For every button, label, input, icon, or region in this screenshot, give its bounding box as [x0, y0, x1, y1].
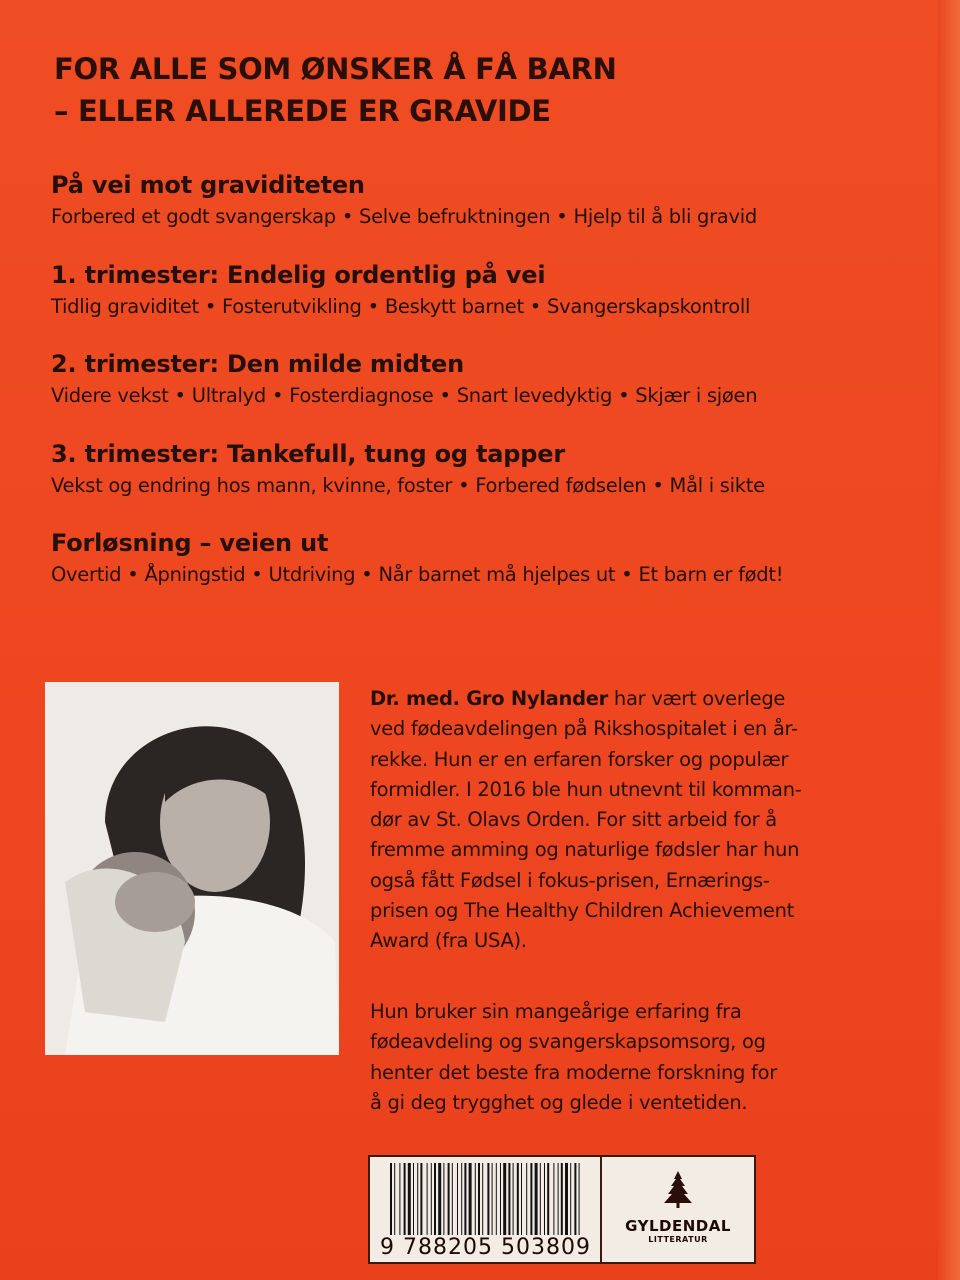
- topic-item: Selve befruktningen: [359, 205, 551, 228]
- barcode-bar: [434, 1163, 436, 1243]
- topic-item: Tidlig graviditet: [51, 294, 199, 318]
- bullet-separator: •: [271, 384, 284, 407]
- contents-section: [51, 439, 765, 499]
- bio-line: fødeavdeling og svangerskapsomsorg, og: [370, 1030, 766, 1054]
- barcode-bar: [544, 1163, 545, 1243]
- tree-icon: [658, 1169, 698, 1209]
- barcode-bar: [540, 1163, 541, 1243]
- section-topics: [51, 383, 757, 409]
- bullet-separator: •: [204, 294, 217, 318]
- bullet-separator: •: [621, 563, 633, 586]
- bio-line: Hun bruker sin mangeårige erfaring fra: [370, 1000, 742, 1023]
- barcode-bar: [404, 1163, 406, 1243]
- barcode-bar: [570, 1163, 571, 1243]
- isbn-number: 9 788205 503809: [380, 1235, 591, 1260]
- bio-line: fremme amming og naturlige fødsler har hun: [370, 838, 800, 862]
- bullet-separator: •: [361, 563, 373, 586]
- section-heading: 3. trimester: Tankefull, tung og tapper: [51, 439, 565, 468]
- barcode-bars: [370, 1163, 600, 1243]
- barcode-bar: [413, 1163, 414, 1243]
- barcode-bar: [417, 1163, 418, 1243]
- bio-line: å gi deg trygghet og glede i ventetiden.: [370, 1090, 748, 1114]
- barcode-bar: [574, 1163, 576, 1243]
- isbn-barcode: [368, 1155, 602, 1264]
- bullet-separator: •: [439, 384, 451, 407]
- bio-line: rekke. Hun er en erfaren forsker og populær: [370, 747, 789, 771]
- topic-item: Vekst og endring hos mann, kvinne, foster: [51, 473, 453, 497]
- title-line-2: – ELLER ALLEREDE ER GRAVIDE: [54, 94, 551, 128]
- section-topics: [51, 562, 783, 588]
- bio-line: formidler. I 2016 ble hun utnevnt til komman-: [370, 777, 802, 801]
- topic-item: Fosterutvikling: [222, 294, 362, 318]
- author-bio: [370, 684, 802, 957]
- section-heading: Forløsning – veien ut: [51, 529, 329, 557]
- barcode-bar: [508, 1163, 510, 1243]
- publisher-logo: [600, 1155, 756, 1264]
- contents-section: [51, 349, 757, 409]
- topic-item: Beskytt barnet: [384, 294, 524, 318]
- barcode-bar: [457, 1163, 458, 1243]
- section-topics: [51, 294, 750, 320]
- bio-paragraph-2: [370, 997, 777, 1118]
- barcode-bar: [443, 1163, 444, 1243]
- topic-item: Åpningstid: [144, 563, 246, 586]
- topic-item: Mål i sikte: [669, 473, 765, 497]
- barcode-bar: [427, 1163, 428, 1243]
- bullet-separator: •: [556, 205, 568, 228]
- contents-section: [51, 170, 757, 230]
- bio-line: prisen og The Healthy Children Achievement: [370, 899, 795, 923]
- publisher-name: GYLDENDAL: [625, 1217, 731, 1235]
- bullet-separator: •: [618, 384, 630, 407]
- bullet-separator: •: [174, 384, 186, 407]
- barcode-bar: [464, 1163, 466, 1243]
- bio-text: har vært overlege: [607, 687, 786, 710]
- bullet-separator: •: [127, 563, 139, 586]
- section-topics: [51, 473, 765, 499]
- barcode-bar: [517, 1163, 519, 1243]
- publisher-imprint: LITTERATUR: [648, 1235, 708, 1244]
- barcode-bar: [565, 1163, 568, 1243]
- barcode-bar: [478, 1163, 480, 1243]
- barcode-bar: [452, 1163, 453, 1243]
- book-spine-edge: [938, 0, 960, 1280]
- barcode-bar: [521, 1163, 522, 1243]
- barcode-bar: [469, 1163, 472, 1243]
- bullet-separator: •: [367, 294, 379, 318]
- topic-item: Når barnet må hjelpes ut: [378, 563, 616, 586]
- topic-item: Forbered et godt svangerskap: [51, 205, 336, 228]
- barcode-bar: [579, 1163, 580, 1243]
- author-name: Dr. med. Gro Nylander: [370, 687, 608, 710]
- bio-line: Award (fra USA).: [370, 929, 527, 953]
- section-heading: På vei mot graviditeten: [51, 171, 365, 199]
- section-heading: 2. trimester: Den milde midten: [51, 350, 464, 378]
- barcode-bar: [500, 1163, 501, 1243]
- barcode-bar: [438, 1163, 441, 1243]
- bullet-separator: •: [458, 473, 470, 497]
- topic-item: Utdriving: [268, 563, 356, 586]
- barcode-bar: [420, 1163, 422, 1243]
- topic-item: Hjelp til å bli gravid: [573, 205, 757, 228]
- barcode-bar: [487, 1163, 489, 1243]
- barcode-bar: [513, 1163, 514, 1243]
- topic-item: Ultralyd: [191, 384, 266, 407]
- bullet-separator: •: [251, 563, 263, 586]
- bio-line: også fått Fødsel i fokus-prisen, Ernærings-: [370, 868, 770, 892]
- barcode-bar: [526, 1163, 527, 1243]
- barcode-bar: [431, 1163, 432, 1243]
- barcode-bar: [547, 1163, 549, 1243]
- author-photo: [45, 682, 339, 1055]
- barcode-bar: [496, 1163, 497, 1243]
- topic-item: Overtid: [51, 563, 122, 586]
- bio-line: henter det beste fra moderne forskning for: [370, 1060, 777, 1084]
- barcode-bar: [390, 1163, 392, 1243]
- topic-item: Et barn er født!: [638, 563, 784, 586]
- barcode-bar: [535, 1163, 538, 1243]
- topic-item: Videre vekst: [51, 384, 169, 407]
- topic-item: Snart levedyktig: [456, 384, 613, 407]
- contents-section: [51, 528, 783, 588]
- bio-first-line: [370, 684, 802, 714]
- barcode-bar: [530, 1163, 532, 1243]
- bullet-separator: •: [341, 205, 354, 228]
- barcode-bar: [399, 1163, 400, 1243]
- cover-title: [54, 48, 617, 132]
- contents-section: [51, 260, 750, 320]
- barcode-bar: [408, 1163, 411, 1243]
- title-line-1: FOR ALLE SOM ØNSKER Å FÅ BARN: [54, 52, 617, 86]
- section-topics: [51, 204, 757, 230]
- barcode-bar: [561, 1163, 563, 1243]
- topic-item: Svangerskapskontroll: [547, 294, 751, 318]
- barcode-bar: [482, 1163, 483, 1243]
- bio-line: dør av St. Olavs Orden. For sitt arbeid for å: [370, 808, 777, 832]
- barcode-bar: [558, 1163, 559, 1243]
- barcode-bar: [503, 1163, 506, 1243]
- barcode-bar: [394, 1163, 395, 1243]
- topic-item: Fosterdiagnose: [289, 384, 434, 407]
- bullet-separator: •: [529, 294, 541, 318]
- barcode-bar: [461, 1163, 462, 1243]
- barcode-bar: [475, 1163, 476, 1243]
- section-heading: 1. trimester: Endelig ordentlig på vei: [51, 260, 546, 289]
- barcode-bar: [448, 1163, 450, 1243]
- topic-item: Forbered fødselen: [475, 473, 647, 497]
- bullet-separator: •: [652, 473, 664, 497]
- topic-item: Skjær i sjøen: [635, 384, 758, 407]
- barcode-bar: [492, 1163, 493, 1243]
- barcode-bar: [553, 1163, 554, 1243]
- bio-line: ved fødeavdelingen på Rikshospitalet i en år-: [370, 717, 798, 741]
